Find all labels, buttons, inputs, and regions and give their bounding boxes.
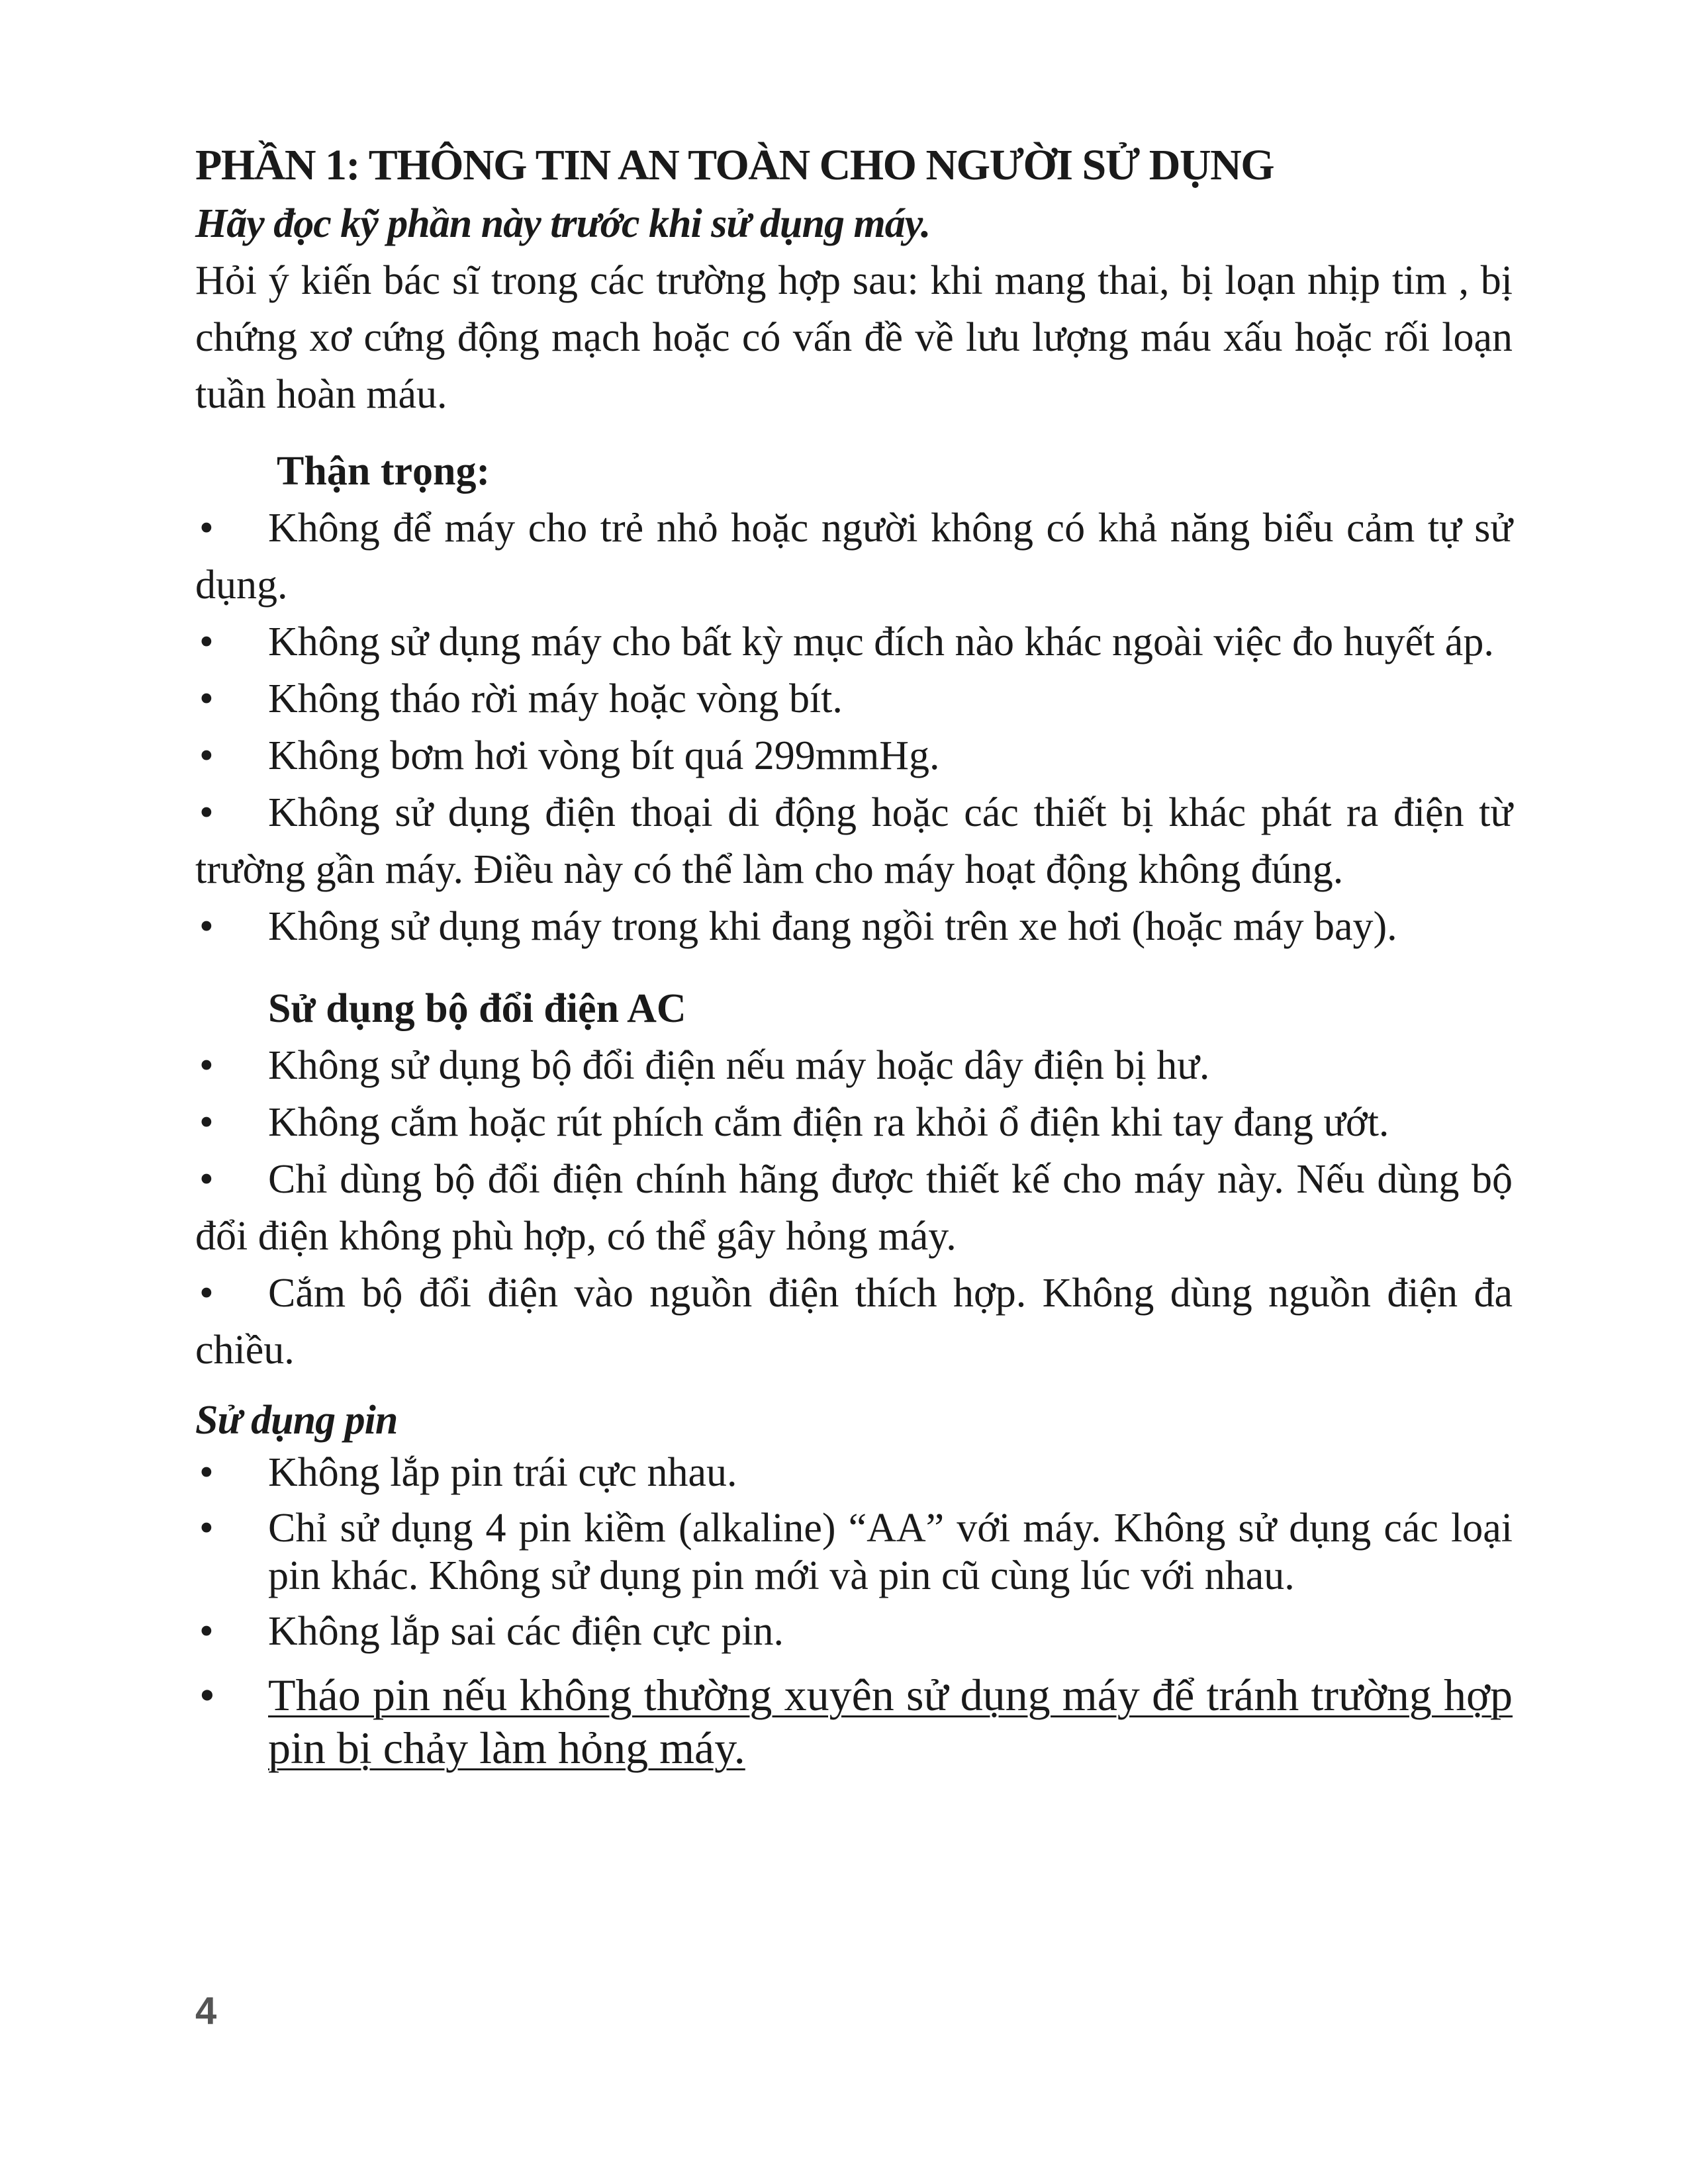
- caution-heading: Thận trọng:: [277, 449, 491, 494]
- bullet-icon: •: [199, 1043, 214, 1088]
- list-item-text: Không sử dụng máy trong khi đang ngồi trên xe hơi (hoặc máy bay).: [268, 904, 1397, 949]
- list-item: [195, 614, 1513, 670]
- list-item-text: Chỉ sử dụng 4 pin kiềm (alkaline) “AA” với máy. Không sử dụng các loại pin khác. Không sử dụng pin mới và pin cũ cùng lúc với nhau.: [268, 1506, 1513, 1598]
- list-item: [195, 1094, 1513, 1151]
- list-item-text: Không sử dụng điện thoại di động hoặc các thiết bị khác phát ra điện từ trường gần máy. Điều này có thể làm cho máy hoạt động không đúng.: [195, 790, 1513, 892]
- list-item-text: Không lắp sai các điện cực pin.: [268, 1609, 784, 1654]
- list-item: [195, 1265, 1513, 1379]
- list-item: [195, 1037, 1513, 1094]
- list-item: [195, 500, 1513, 614]
- page-number: 4: [195, 1989, 217, 2032]
- bullet-icon: •: [199, 1609, 214, 1654]
- list-item-text: Không để máy cho trẻ nhỏ hoặc người không có khả năng biểu cảm tự sử dụng.: [195, 506, 1513, 608]
- bullet-icon: •: [199, 1157, 214, 1202]
- caution-list: [195, 500, 1513, 955]
- bullet-icon: •: [199, 790, 214, 835]
- ac-adapter-heading: Sử dụng bộ đổi điện AC: [268, 986, 686, 1031]
- section-title: PHẦN 1: THÔNG TIN AN TOÀN CHO NGƯỜI SỬ DỤNG: [195, 141, 1274, 189]
- battery-list: [195, 1449, 1513, 1774]
- list-item-text: Cắm bộ đổi điện vào nguồn điện thích hợp. Không dùng nguồn điện đa chiều.: [195, 1271, 1513, 1373]
- list-item: [195, 727, 1513, 784]
- list-item-text: Không bơm hơi vòng bít quá 299mmHg.: [268, 733, 940, 778]
- list-item-text: Chỉ dùng bộ đổi điện chính hãng được thiết kế cho máy này. Nếu dùng bộ đổi điện không phù hợp, có thể gây hỏng máy.: [195, 1157, 1513, 1259]
- bullet-icon: •: [199, 1271, 214, 1316]
- list-item: [195, 1151, 1513, 1265]
- read-carefully-note: Hãy đọc kỹ phần này trước khi sử dụng máy.: [195, 201, 931, 246]
- list-item: [195, 898, 1513, 955]
- list-item-text: Không tháo rời máy hoặc vòng bít.: [268, 676, 843, 721]
- list-item-text: Không sử dụng máy cho bất kỳ mục đích nào khác ngoài việc đo huyết áp.: [268, 619, 1494, 664]
- list-item-text: Tháo pin nếu không thường xuyên sử dụng máy để tránh trường hợp pin bị chảy làm hỏng máy.: [268, 1670, 1513, 1773]
- list-item: [195, 784, 1513, 898]
- list-item-text: Không cắm hoặc rút phích cắm điện ra khỏi ổ điện khi tay đang ướt.: [268, 1100, 1389, 1145]
- bullet-icon: •: [199, 506, 214, 551]
- list-item-text: Không lắp pin trái cực nhau.: [268, 1450, 737, 1495]
- bullet-icon: •: [199, 619, 214, 664]
- bullet-icon: •: [199, 676, 214, 721]
- bullet-icon: •: [199, 1506, 214, 1551]
- ac-adapter-list: [195, 1037, 1513, 1379]
- bullet-icon: •: [199, 1670, 215, 1720]
- list-item-text: Không sử dụng bộ đổi điện nếu máy hoặc dây điện bị hư.: [268, 1043, 1210, 1088]
- list-item: [195, 1608, 1513, 1655]
- list-item: [195, 1449, 1513, 1496]
- list-item: [195, 1668, 1513, 1774]
- doctor-consultation-paragraph: Hỏi ý kiến bác sĩ trong các trường hợp sau: khi mang thai, bị loạn nhịp tim , bị chứng xơ cứng động mạch hoặc có vấn đề về lưu lượng máu xấu hoặc rối loạn tuần hoàn máu.: [195, 258, 1513, 417]
- bullet-icon: •: [199, 904, 214, 949]
- manual-page: [195, 136, 1513, 1782]
- bullet-icon: •: [199, 1450, 214, 1495]
- list-item: [195, 1504, 1513, 1600]
- bullet-icon: •: [199, 733, 214, 778]
- list-item: [195, 670, 1513, 727]
- bullet-icon: •: [199, 1100, 214, 1145]
- battery-heading: Sử dụng pin: [195, 1398, 398, 1443]
